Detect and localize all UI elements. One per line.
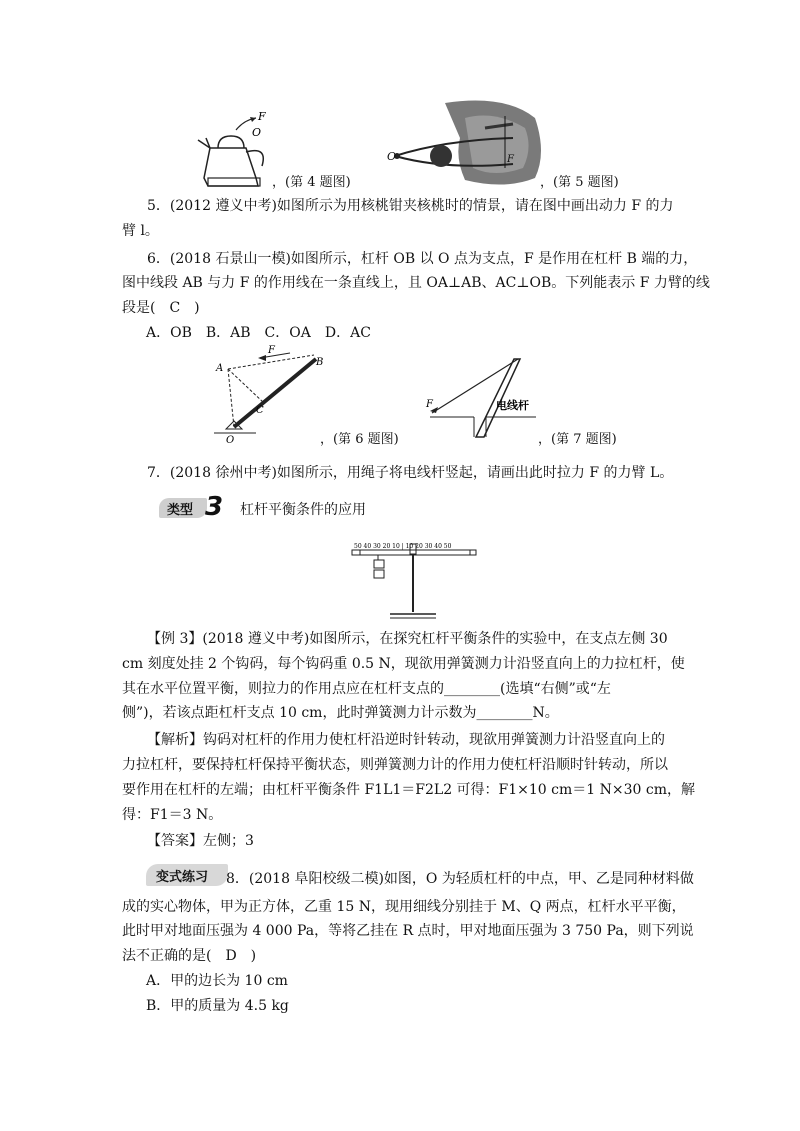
caption-fig5: ，(第 5 题图) <box>540 175 619 190</box>
fig5-label-o: O <box>387 150 397 163</box>
fig7-label-pole: 电线杆 <box>496 399 529 412</box>
figure-lever-experiment <box>350 538 480 620</box>
variant-line-1: 8．(2018 阜阳校级二模)如图，O 为轻质杠杆的中点，甲、乙是同种材料做 <box>226 871 694 887</box>
analysis-line-4: 得：F1＝3 N。 <box>122 807 223 823</box>
example-line-4: 侧”)，若该点距杠杆支点 10 cm，此时弹簧测力计示数为________N。 <box>122 705 559 721</box>
q5-line-2: 臂 l。 <box>122 223 159 239</box>
ruler-scale: 50 40 30 20 10 | 10 20 30 40 50 <box>354 543 452 550</box>
figure-7-pole <box>424 355 544 440</box>
variant-option-b: B．甲的质量为 4.5 kg <box>146 998 289 1014</box>
figure-5-nutcracker <box>385 98 545 190</box>
fig4-label-f: F <box>258 110 266 123</box>
section-number: 3 <box>205 492 224 522</box>
q7-line-1: 7．(2018 徐州中考)如图所示，用绳子将电线杆竖起，请画出此时拉力 F 的力臂 L。 <box>147 465 674 481</box>
caption-fig4: ，(第 4 题图) <box>272 175 351 190</box>
example-line-1: 【例 3】(2018 遵义中考)如图所示，在探究杠杆平衡条件的实验中，在支点左侧 30 <box>147 631 668 647</box>
fig6-label-b: B <box>316 357 324 368</box>
q6-line-2: 图中线段 AB 与力 F 的作用线在一条直线上，且 OA⊥AB、AC⊥OB。下列能表示 F 力臂的线 <box>122 275 710 291</box>
analysis-line-1: 【解析】钩码对杠杆的作用力使杠杆沿逆时针转动，现欲用弹簧测力计沿竖直向上的 <box>147 732 665 748</box>
fig6-label-o: O <box>226 435 235 446</box>
caption-fig6: ，(第 6 题图) <box>320 432 399 447</box>
figure-4-kettle <box>196 108 276 193</box>
fig6-label-a: A <box>216 363 224 374</box>
variant-line-2: 成的实心物体，甲为正方体，乙重 15 N，现用细线分别挂于 M、Q 两点，杠杆水平平衡， <box>122 899 686 915</box>
variant-tag: 变式练习 <box>146 864 228 886</box>
answer-line: 【答案】左侧；3 <box>147 833 254 849</box>
analysis-line-2: 力拉杠杆，要保持杠杆保持平衡状态，则弹簧测力计的作用力使杠杆沿顺时针转动，所以 <box>122 757 668 773</box>
q5-line-1: 5．(2012 遵义中考)如图所示为用核桃钳夹核桃时的情景，请在图中画出动力 F 的力 <box>147 198 674 214</box>
fig4-label-o: O <box>252 126 262 139</box>
example-line-3: 其在水平位置平衡，则拉力的作用点应在杠杆支点的________(选填“右侧”或“左 <box>122 681 611 697</box>
section-tag: 类型 <box>159 498 207 518</box>
fig6-label-c: C <box>256 405 264 416</box>
fig7-label-f: F <box>426 399 433 410</box>
fig6-label-f: F <box>268 345 275 356</box>
analysis-line-3: 要作用在杠杆的左端；由杠杆平衡条件 F1L1＝F2L2 可得：F1×10 cm＝1 N×30 cm，解 <box>122 782 696 798</box>
q6-line-1: 6．(2018 石景山一模)如图所示，杠杆 OB 以 O 点为支点，F 是作用在杠杆 B 端的力， <box>147 251 698 267</box>
q6-line-3: 段是( C ) <box>122 300 200 316</box>
example-line-2: cm 刻度处挂 2 个钩码，每个钩码重 0.5 N，现欲用弹簧测力计沿竖直向上的力拉杠杆，使 <box>122 656 685 672</box>
variant-option-a: A．甲的边长为 10 cm <box>146 973 288 989</box>
variant-line-4: 法不正确的是( D ) <box>122 948 257 964</box>
fig5-label-f: F <box>507 154 514 165</box>
figure-6-lever <box>208 343 328 446</box>
variant-line-3: 此时甲对地面压强为 4 000 Pa，等将乙挂在 R 点时，甲对地面压强为 3 750 Pa，则下列说 <box>122 923 694 939</box>
section-title: 杠杆平衡条件的应用 <box>240 502 366 518</box>
q6-options: A．OB B．AB C．OA D．AC <box>146 325 371 341</box>
caption-fig7: ，(第 7 题图) <box>538 432 617 447</box>
